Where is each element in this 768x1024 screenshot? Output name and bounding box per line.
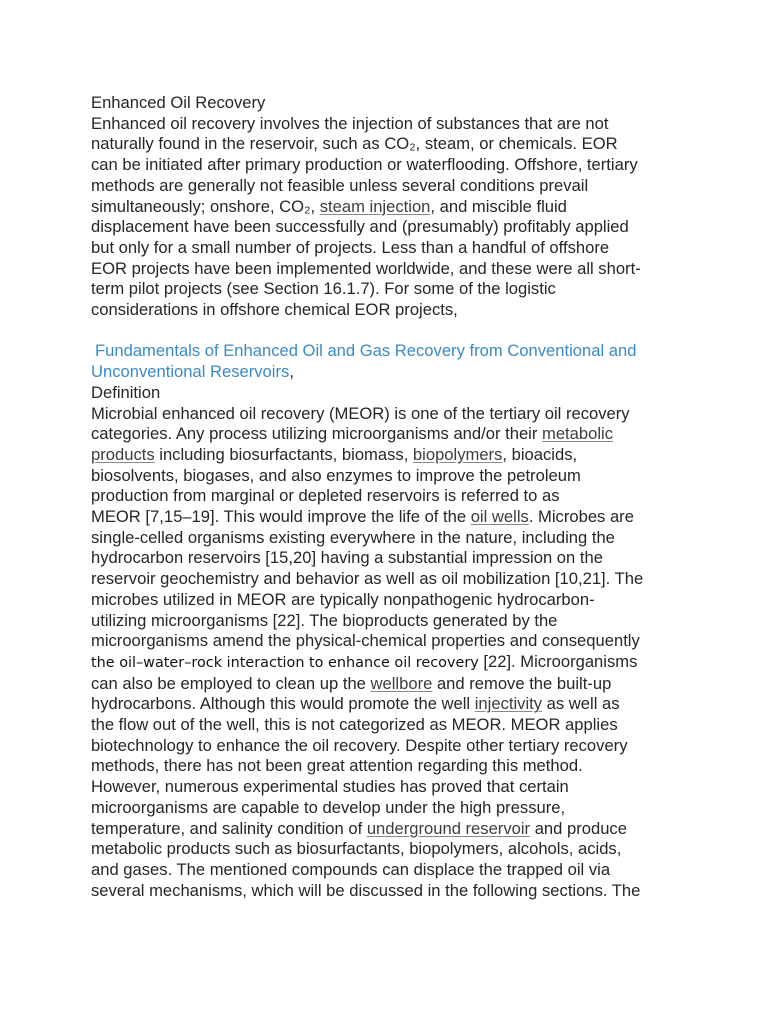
metabolic-products-link[interactable]: metabolic: [542, 424, 614, 444]
body-line: several mechanisms, which will be discussed in the following sections. The: [91, 880, 641, 900]
text-span: simultaneously; onshore, CO₂,: [91, 196, 320, 216]
body-line: hydrocarbon reservoirs [15,20] having a substantial impression on the: [91, 548, 603, 568]
document-page: [91, 93, 691, 901]
wellbore-link[interactable]: wellbore: [370, 673, 433, 693]
body-line: utilizing microorganisms [22]. The bioproducts generated by the: [91, 610, 558, 630]
text-span: . Microbes are: [528, 507, 634, 527]
body-line: [91, 652, 691, 674]
text-span: (MEOR) is one of the tertiary oil recovery: [324, 403, 630, 423]
body-line: the flow out of the well, this is not categorized as MEOR. MEOR applies: [91, 715, 618, 735]
body-line: microbes utilized in MEOR are typically nonpathogenic hydrocarbon-: [91, 589, 595, 609]
underground-reservoir-link[interactable]: underground reservoir: [366, 818, 531, 838]
reference-link[interactable]: Fundamentals of Enhanced Oil and Gas Recovery from Conventional and: [95, 341, 637, 361]
text-span: and remove the built-up: [432, 673, 612, 693]
body-line: displacement have been successfully and (presumably) profitably applied: [91, 217, 629, 237]
text-span: [22]. Microorganisms: [478, 651, 638, 671]
text-span: including biosurfactants, biomass,: [154, 444, 413, 464]
text-span: , and miscible fluid: [430, 196, 567, 216]
text-span: MEOR [7,15–19]. This would improve the life of the: [91, 507, 471, 527]
steam-injection-link[interactable]: steam injection: [319, 196, 431, 216]
body-line: [91, 362, 691, 383]
text-span: hydrocarbons. Although this would promote the well: [91, 694, 475, 714]
body-line: Enhanced oil recovery involves the injection of substances that are not: [91, 113, 609, 133]
text-span: as well as: [542, 694, 620, 714]
body-line: [91, 445, 691, 466]
body-line: [91, 507, 691, 528]
body-line: [91, 197, 691, 218]
body-line: can be initiated after primary production or waterflooding. Offshore, tertiary: [91, 155, 638, 175]
text-span: ,: [289, 362, 294, 382]
body-line: microorganisms are capable to develop under the high pressure,: [91, 797, 566, 817]
injectivity-link[interactable]: injectivity: [474, 694, 543, 714]
body-line: and gases. The mentioned compounds can displace the trapped oil via: [91, 860, 611, 879]
body-line: term pilot projects (see Section 16.1.7). For some of the logistic: [91, 279, 556, 299]
text-span: and produce: [530, 818, 627, 838]
body-line: [91, 674, 691, 695]
biopolymers-link[interactable]: biopolymers: [412, 444, 503, 464]
text-span: Microbial: [91, 403, 163, 423]
highlighted-phrase: the oil–water–rock interaction to enhance oil recovery: [91, 654, 479, 671]
text-span: temperature, and salinity condition of: [91, 818, 367, 838]
body-line: considerations in offshore chemical EOR projects,: [91, 300, 458, 320]
definition-heading: Definition: [91, 382, 161, 402]
body-line: [91, 424, 691, 445]
body-line: single-celled organisms existing everywhere in the nature, including the: [91, 527, 615, 547]
body-line: naturally found in the reservoir, such as CO₂, steam, or chemicals. EOR: [91, 134, 618, 154]
body-line: but only for a small number of projects. Less than a handful of offshore: [91, 237, 610, 257]
body-line: EOR projects have been implemented worldwide, and these were all short-: [91, 258, 641, 278]
text-span: , bioacids,: [502, 444, 578, 464]
body-line: reservoir geochemistry and behavior as well as oil mobilization [10,21]. The: [91, 569, 644, 589]
body-line: biosolvents, biogases, and also enzymes to improve the petroleum: [91, 465, 581, 485]
body-line: [91, 404, 691, 425]
body-line: methods, there has not been great attention regarding this method.: [91, 756, 583, 776]
body-line: [91, 694, 691, 715]
body-line: methods are generally not feasible unless several conditions prevail: [91, 175, 589, 195]
paragraph-gap: [91, 321, 691, 342]
body-line: [91, 819, 691, 840]
section-title: Enhanced Oil Recovery: [91, 93, 266, 112]
metabolic-products-link[interactable]: products: [91, 444, 155, 464]
body-line: microorganisms amend the physical-chemical properties and consequently: [91, 631, 640, 651]
body-line: However, numerous experimental studies has proved that certain: [91, 777, 569, 797]
text-span: categories. Any process utilizing microorganisms and/or their: [91, 424, 542, 444]
text-span: enhanced oil recovery: [162, 403, 325, 423]
text-span: can also be employed to clean up the: [91, 673, 371, 693]
body-line: biotechnology to enhance the oil recovery. Despite other tertiary recovery: [91, 735, 628, 755]
oil-wells-link[interactable]: oil wells: [470, 507, 529, 527]
reference-link-cont[interactable]: Unconventional Reservoirs: [91, 362, 290, 382]
body-line: metabolic products such as biosurfactants, biopolymers, alcohols, acids,: [91, 839, 622, 859]
body-line: production from marginal or depleted reservoirs is referred to as: [91, 486, 560, 506]
